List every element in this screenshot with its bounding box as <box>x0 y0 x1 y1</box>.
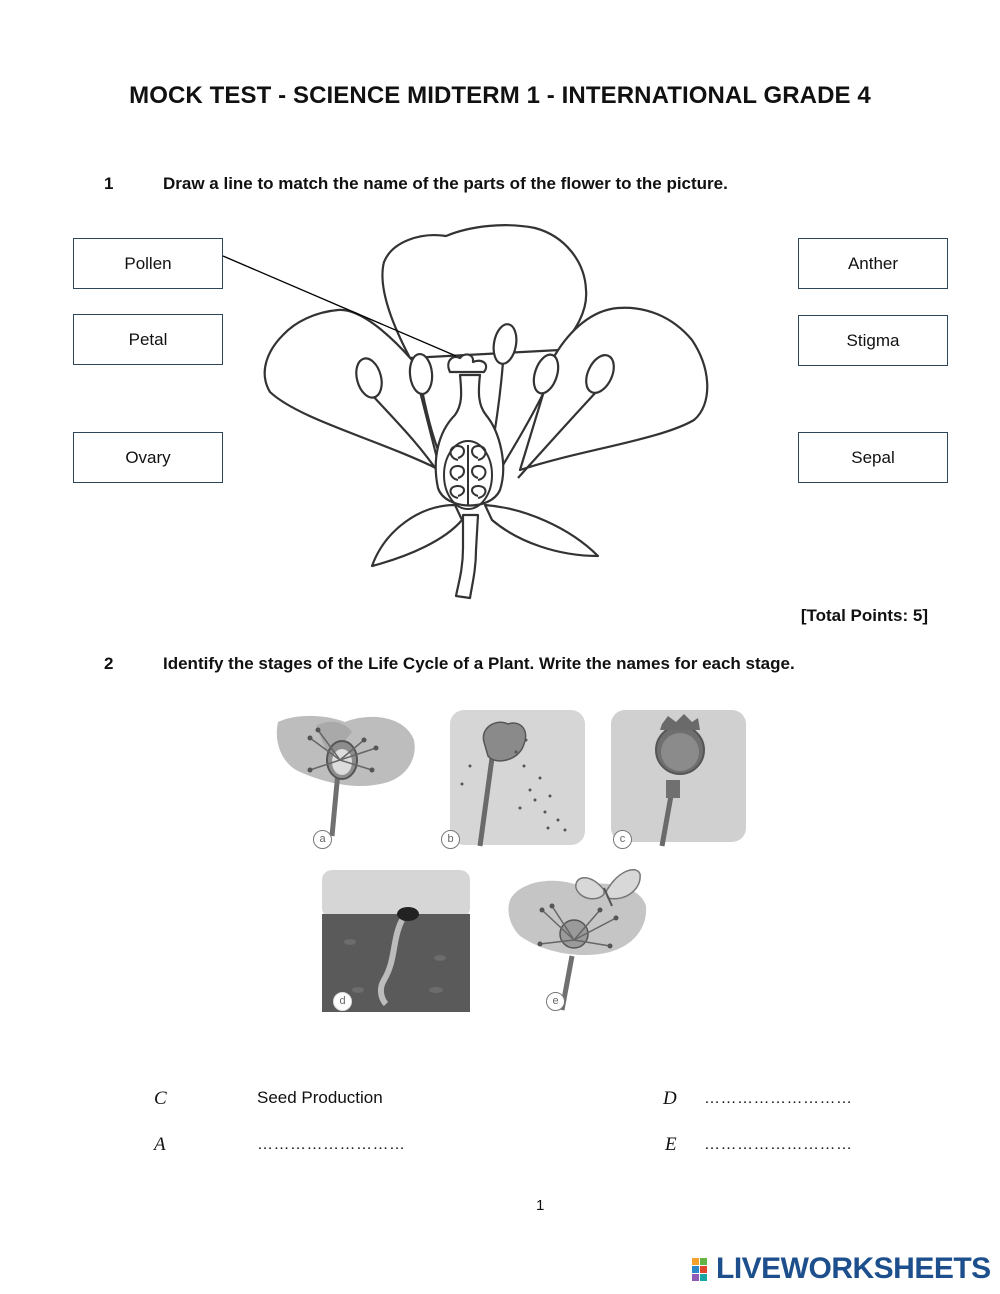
answer-field-c[interactable]: Seed Production <box>257 1088 383 1107</box>
stage-tag-b: b <box>441 830 460 849</box>
stage-tag-d: d <box>333 992 352 1011</box>
label-pollen[interactable]: Pollen <box>73 238 223 289</box>
stage-d-image <box>322 870 470 1012</box>
stage-tag-a: a <box>313 830 332 849</box>
question-1-number: 1 <box>104 174 114 193</box>
label-sepal[interactable]: Sepal <box>798 432 948 483</box>
label-stigma[interactable]: Stigma <box>798 315 948 366</box>
question-1-text: Draw a line to match the name of the parts of the flower to the picture. <box>163 174 728 193</box>
question-2-text: Identify the stages of the Life Cycle of a Plant. Write the names for each stage. <box>163 654 795 673</box>
answer-field-a[interactable]: ……………………… <box>257 1136 406 1153</box>
answer-letter-e: E <box>665 1134 677 1155</box>
total-points: [Total Points: 5] <box>800 606 928 625</box>
stage-c-image <box>611 710 746 846</box>
label-petal[interactable]: Petal <box>73 314 223 365</box>
stage-e-image <box>508 870 646 1010</box>
stage-tag-c: c <box>613 830 632 849</box>
page-title: MOCK TEST - SCIENCE MIDTERM 1 - INTERNATIONAL GRADE 4 <box>129 82 871 109</box>
answer-field-d[interactable]: ……………………… <box>704 1090 853 1107</box>
answer-letter-a: A <box>154 1134 166 1155</box>
stage-a-image <box>277 716 415 836</box>
answer-field-e[interactable]: ……………………… <box>704 1136 853 1153</box>
answer-letter-c: C <box>154 1088 167 1109</box>
liveworksheets-logo-icon <box>692 1258 718 1282</box>
stage-b-image <box>450 710 585 846</box>
liveworksheets-brand[interactable]: LIVEWORKSHEETS <box>716 1252 991 1285</box>
stage-tag-e: e <box>546 992 565 1011</box>
label-ovary[interactable]: Ovary <box>73 432 223 483</box>
answer-letter-d: D <box>663 1088 677 1109</box>
label-anther[interactable]: Anther <box>798 238 948 289</box>
page-number: 1 <box>536 1197 545 1214</box>
question-2-number: 2 <box>104 654 114 673</box>
